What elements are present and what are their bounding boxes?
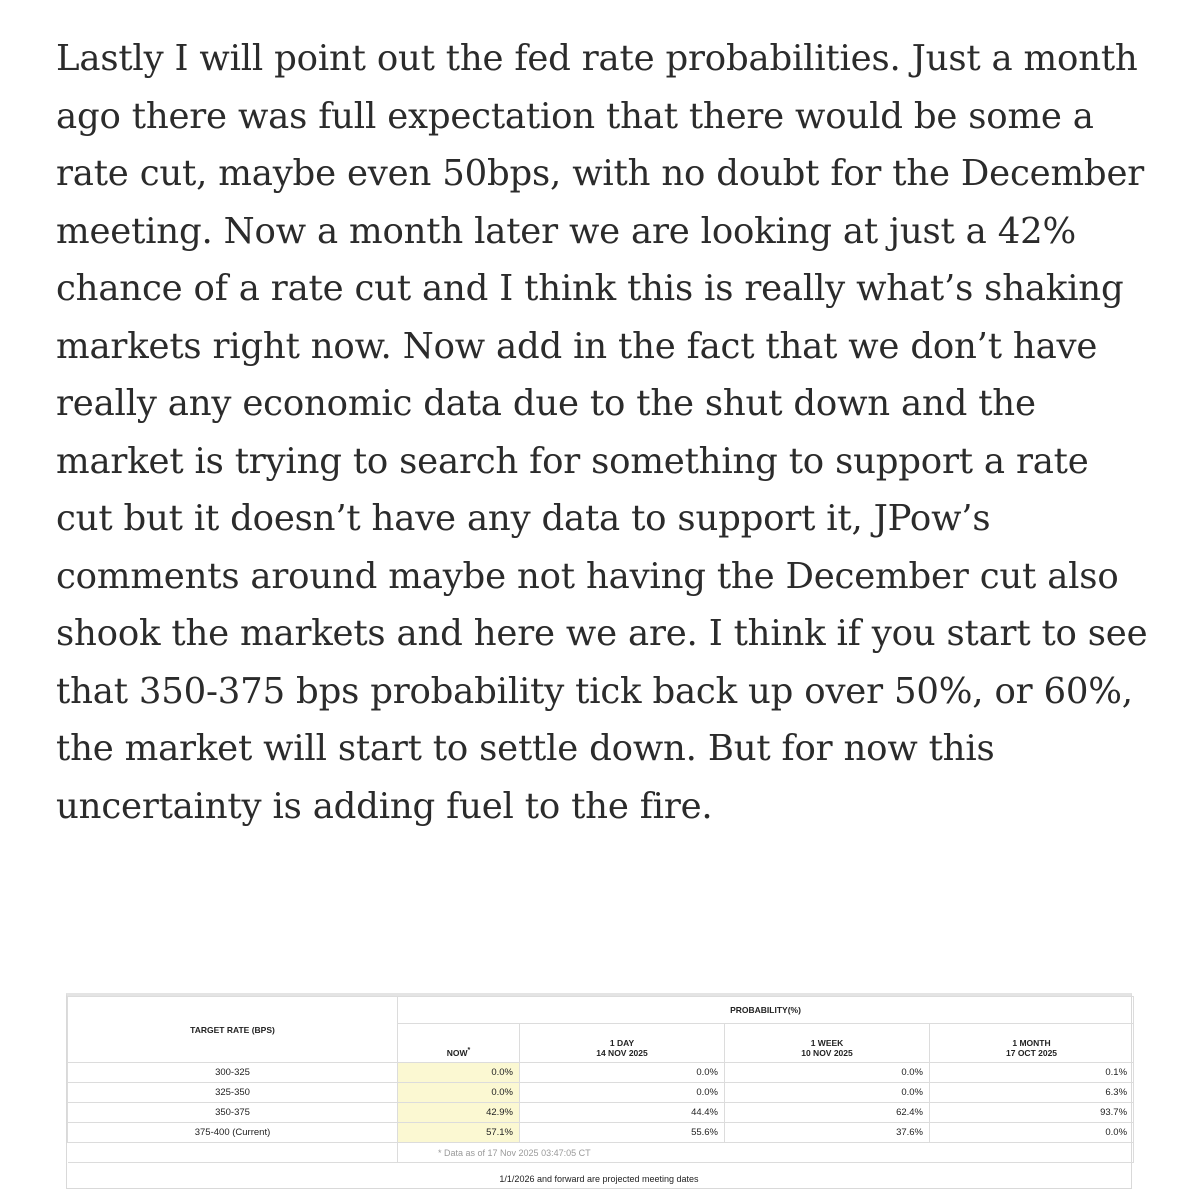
probability-cell-now: 0.0% bbox=[398, 1063, 520, 1083]
probability-cell-now: 57.1% bbox=[398, 1123, 520, 1143]
probability-cell-1-week: 37.6% bbox=[725, 1123, 930, 1143]
column-header-1-month: 1 MONTH 17 OCT 2025 bbox=[930, 1024, 1134, 1063]
probability-cell-1-month: 0.1% bbox=[930, 1063, 1134, 1083]
probability-cell-now: 42.9% bbox=[398, 1103, 520, 1123]
article-body bbox=[56, 30, 1156, 835]
column-header-now: NOW* bbox=[398, 1024, 520, 1063]
target-rate-header: TARGET RATE (BPS) bbox=[68, 997, 398, 1063]
probability-cell-1-week: 0.0% bbox=[725, 1083, 930, 1103]
fed-rate-probability-table bbox=[66, 993, 1132, 1189]
table-row bbox=[68, 1083, 1134, 1103]
column-header-1-week: 1 WEEK 10 NOV 2025 bbox=[725, 1024, 930, 1063]
probability-cell-1-month: 6.3% bbox=[930, 1083, 1134, 1103]
probability-cell-1-month: 93.7% bbox=[930, 1103, 1134, 1123]
target-rate-cell: 300-325 bbox=[68, 1063, 398, 1083]
projected-dates-footnote: 1/1/2026 and forward are projected meeting dates bbox=[499, 1174, 699, 1184]
probability-cell-1-day: 0.0% bbox=[520, 1063, 725, 1083]
probability-cell-1-day: 44.4% bbox=[520, 1103, 725, 1123]
probability-cell-now: 0.0% bbox=[398, 1083, 520, 1103]
column-header-1-day: 1 DAY 14 NOV 2025 bbox=[520, 1024, 725, 1063]
target-rate-cell: 325-350 bbox=[68, 1083, 398, 1103]
probability-cell-1-day: 55.6% bbox=[520, 1123, 725, 1143]
target-rate-cell: 350-375 bbox=[68, 1103, 398, 1123]
data-timestamp-row bbox=[68, 1143, 1134, 1163]
probability-cell-1-week: 62.4% bbox=[725, 1103, 930, 1123]
probability-cell-1-day: 0.0% bbox=[520, 1083, 725, 1103]
article-paragraph: Lastly I will point out the fed rate probabilities. Just a month ago there was full expectation that there would be some a rate cut, maybe even 50bps, with no doubt for the December meeting. Now a month later we are looking at just a 42% chance of a rate cut and I think this is really what’s shaking markets right now. Now add in the fact that we don’t have really any economic data due to the shut down and the market is trying to search for something to support a rate cut but it doesn’t have any data to support it, JPow’s comments around maybe not having the December cut also shook the markets and here we are. I think if you start to see that 350-375 bps probability tick back up over 50%, or 60%, the market will start to settle down. But for now this uncertainty is adding fuel to the fire. bbox=[56, 38, 1148, 827]
target-rate-cell: 375-400 (Current) bbox=[68, 1123, 398, 1143]
probability-cell-1-month: 0.0% bbox=[930, 1123, 1134, 1143]
probability-cell-1-week: 0.0% bbox=[725, 1063, 930, 1083]
data-timestamp: * Data as of 17 Nov 2025 03:47:05 CT bbox=[398, 1143, 1134, 1163]
table-row bbox=[68, 1103, 1134, 1123]
probability-header: PROBABILITY(%) bbox=[398, 997, 1134, 1024]
table-row bbox=[68, 1063, 1134, 1083]
table-row bbox=[68, 1123, 1134, 1143]
